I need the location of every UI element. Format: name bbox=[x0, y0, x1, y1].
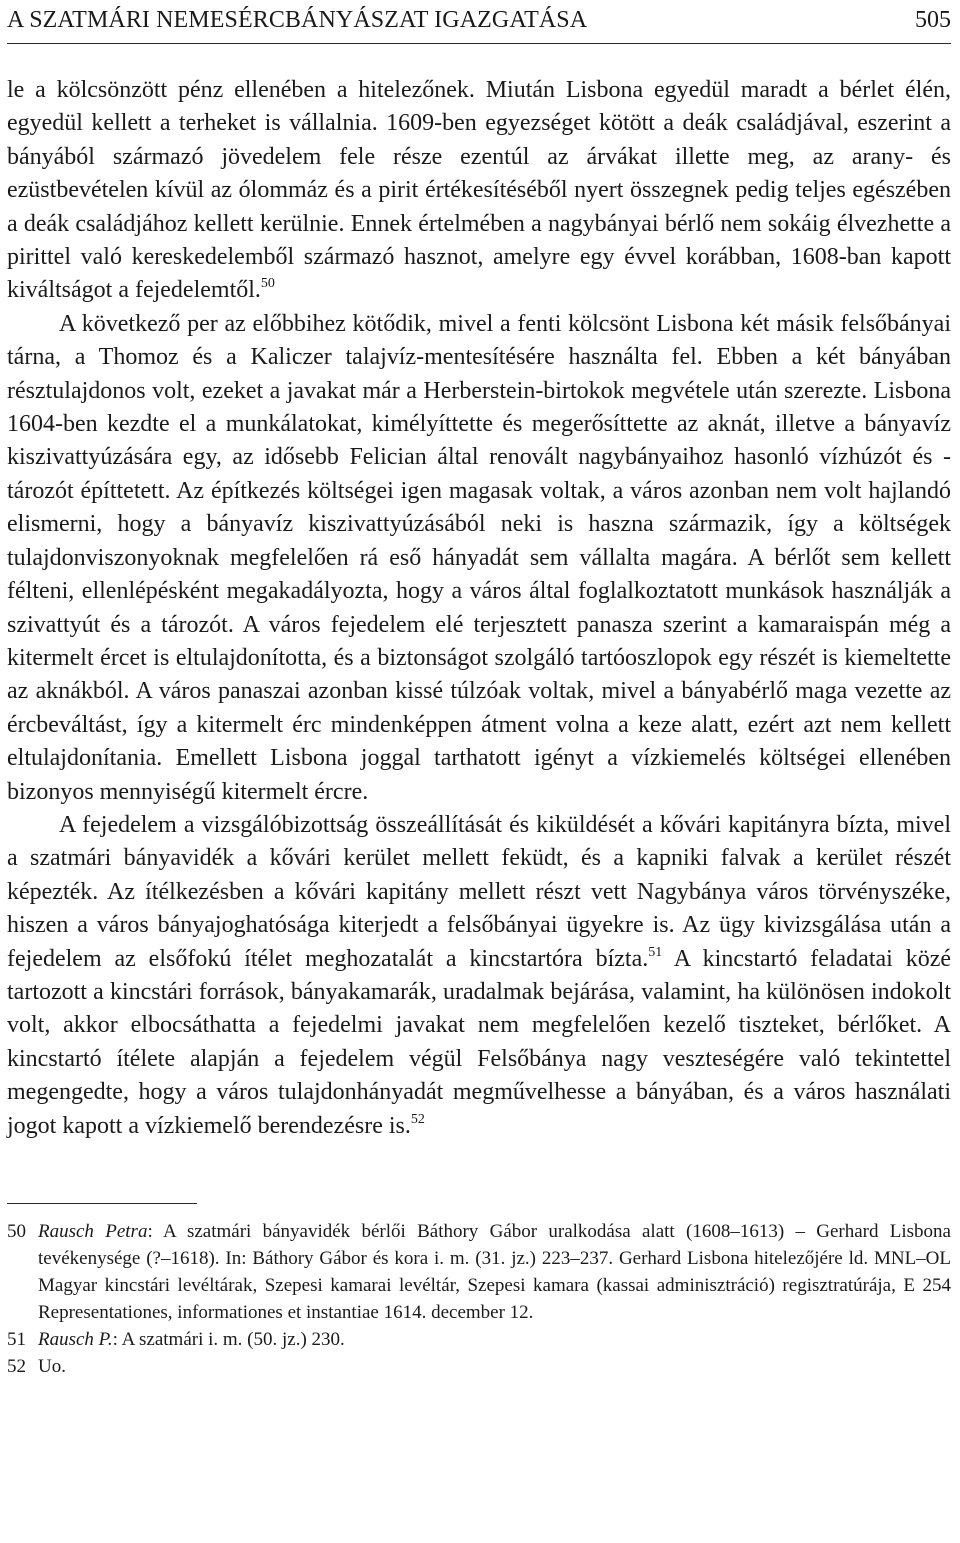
paragraph-2 bbox=[7, 308, 951, 809]
footnote-text: : A szatmári bányavidék bérlői Báthory Gábor uralkodása alatt (1608–1613) – Gerhard Lisbona tevékenysége (?–1618). In: Báthory Gábor és kora i. m. (31. jz.) 223–237. Gerhard Lisbona hitelezőjére ld. MNL–OL Magyar kincstári levéltárak, Szepesi kamarai levéltár, Szepesi kamara (kassai adminisztráció) regisztratúrája, E 254 Representationes, informationes et instantiae 1614. december 12. bbox=[38, 1221, 951, 1323]
footnote-50 bbox=[7, 1218, 951, 1326]
footnote-author: Rausch Petra bbox=[38, 1221, 148, 1242]
footnote-ref-50: 50 bbox=[260, 276, 275, 292]
footnote-number: 52 bbox=[7, 1356, 26, 1377]
paragraph-3 bbox=[7, 809, 951, 1143]
footnote-ref-51: 51 bbox=[648, 944, 663, 960]
paragraph-2-text: A következő per az előbbihez kötődik, mivel a fenti kölcsönt Lisbona két másik felsőbányai tárna, a Thomoz és a Kaliczer talajvíz-mentesítésére használta fel. Ebben a két bányában résztulajdonos volt, ezeket a javakat már a Herberstein-birtokok megvétele után szerezte. Lisbona 1604-ben kezdte el a munkálatokat, kimélyíttette és megerősíttette az aknát, illetve a bányavíz kiszivattyúzására egy, az idősebb Felician által renovált nagybányaihoz hasonló vízhúzót és -tározót építtetett. Az építkezés költségei igen magasak voltak, a város azonban nem volt hajlandó elismerni, hogy a bányavíz kiszivattyúzásából neki is haszna származik, így a költségek tulajdonviszonyoknak megfelelően rá eső hányadát sem vállalta magára. A bérlőt sem kellett félteni, ellenlépésként megakadályozta, hogy a város által foglalkoztatott munkások használják a szivattyút és a tározót. A város fejedelem elé terjesztett panasza szerint a kamaraispán még a kitermelt ércet is eltulajdonította, és a biztonságot szolgáló tartóoszlopok egy részét is kiemeltette az aknákból. A város panaszai azonban kissé túlzóak voltak, mivel a bányabérlő maga vezette az ércbeváltást, így a kitermelt érc mindenképpen átment volna a keze alatt, ezért azt nem kellett eltulajdonítania. Emellett Lisbona joggal tarthatott igényt a vízkiemelés költségei ellenében bizonyos mennyiségű kitermelt ércre. bbox=[7, 310, 951, 805]
footnote-52 bbox=[7, 1353, 951, 1380]
footnote-51 bbox=[7, 1326, 951, 1353]
footnote-number: 50 bbox=[7, 1221, 26, 1242]
paragraph-3-text-b: A kincstartó feladatai közé tartozott a kincstári források, bányakamarák, uradalmak bejárása, valamint, ha különösen indokolt volt, akkor elbocsáthatta a fejedelmi javakat nem megfelelően kezelő tiszteket, bérlőket. A kincstartó ítélete alapján a fejedelem végül Felsőbánya nagy veszteségére való tekintettel megengedte, hogy a város tulajdonhányadát megművelhesse a bányában, és a város használati jogot kapott a vízkiemelő berendezésre is. bbox=[7, 945, 951, 1139]
footnote-divider bbox=[7, 1203, 197, 1204]
footnote-ref-52: 52 bbox=[410, 1111, 425, 1127]
footnotes bbox=[7, 1218, 951, 1380]
running-title: A SZATMÁRI NEMESÉRCBÁNYÁSZAT IGAZGATÁSA bbox=[7, 7, 588, 33]
paragraph-1 bbox=[7, 74, 951, 308]
page-number: 505 bbox=[915, 7, 951, 33]
footnote-number: 51 bbox=[7, 1329, 26, 1350]
footnote-text: Uo. bbox=[38, 1356, 66, 1377]
footnote-text: : A szatmári i. m. (50. jz.) 230. bbox=[112, 1329, 345, 1350]
running-header bbox=[7, 0, 951, 44]
paragraph-1-text: le a kölcsönzött pénz ellenében a hitelezőnek. Miután Lisbona egyedül maradt a bérlet élén, egyedül kellett a terheket is vállalnia. 1609-ben egyezséget kötött a deák családjával, eszerint a bányából származó jövedelem fele része ezentúl az árvákat illette meg, az arany- és ezüstbevételen kívül az ólommáz és a pirit értékesítéséből nyert összegnek pedig teljes egészében a deák családjához kellett kerülnie. Ennek értelmében a nagybányai bérlő nem sokáig élvezhette a pirittel való kereskedelemből származó hasznot, amelyre egy évvel korábban, 1608-ban kapott kiváltságot a fejedelemtől. bbox=[7, 77, 951, 304]
footnote-author: Rausch P. bbox=[38, 1329, 113, 1350]
main-text bbox=[7, 74, 951, 1143]
paragraph-3-text-a: A fejedelem a vizsgálóbizottság összeállítását és kiküldését a kővári kapitányra bízta, mivel a szatmári bányavidék a kővári kerület mellett feküdt, és a kapniki falvak a kerület részét képezték. Az ítélkezésben a kővári kapitány mellett részt vett Nagybánya város törvényszéke, hiszen a város bányajoghatósága kiterjedt a felsőbányai ügyekre is. Az ügy kivizsgálása után a fejedelem az elsőfokú ítélet meghozatalát a kincstartóra bízta. bbox=[7, 811, 951, 972]
